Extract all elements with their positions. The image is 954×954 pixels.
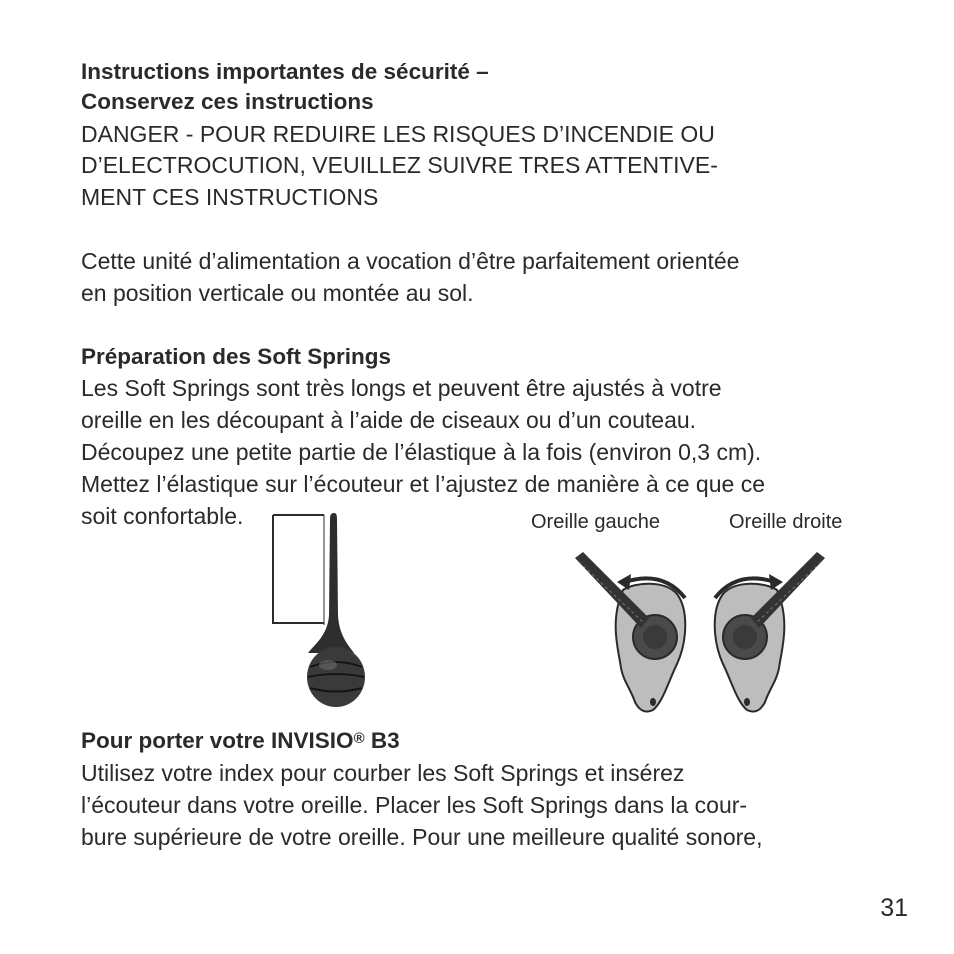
soft-springs-title: Préparation des Soft Springs [81, 344, 392, 369]
wearing-line-2: l’écouteur dans votre oreille. Placer les Soft Springs dans la cour- [81, 792, 748, 818]
soft-springs-line-4: Mettez l’élastique sur l’écouteur et l’ajustez de manière à ce que ce [81, 471, 765, 497]
wearing-line-3: bure supérieure de votre oreille. Pour une meilleure qualité sonore, [81, 824, 763, 850]
danger-line-2: D’ELECTROCUTION, VEUILLEZ SUIVRE TRES ATTENTIVE- [81, 152, 718, 178]
wearing-line-1: Utilisez votre index pour courber les Soft Springs et insérez [81, 760, 685, 786]
soft-springs-line-3: Découpez une petite partie de l’élastique à la fois (environ 0,3 cm). [81, 439, 762, 465]
soft-spring-earpiece-illustration [268, 505, 378, 710]
left-ear-earpiece-illustration [565, 552, 700, 714]
soft-springs-line-2: oreille en les découpant à l’aide de ciseaux ou d’un couteau. [81, 407, 697, 433]
right-ear-label: Oreille droite [729, 511, 843, 533]
left-ear-label: Oreille gauche [531, 511, 660, 533]
soft-springs-line-1: Les Soft Springs sont très longs et peuvent être ajustés à votre [81, 375, 722, 401]
danger-line-1: DANGER - POUR REDUIRE LES RISQUES D’INCENDIE OU [81, 121, 715, 147]
page-number: 31 [880, 894, 908, 922]
orientation-line-2: en position verticale ou montée au sol. [81, 280, 474, 306]
safety-subtitle: Conservez ces instructions [81, 89, 374, 114]
orientation-line-1: Cette unité d’alimentation a vocation d’être parfaitement orientée [81, 248, 740, 274]
soft-springs-line-5: soit confortable. [81, 503, 244, 529]
wearing-title: Pour porter votre INVISIO® B3 [81, 728, 400, 753]
registered-mark: ® [353, 730, 365, 747]
safety-title: Instructions importantes de sécurité – [81, 59, 489, 84]
danger-line-3: MENT CES INSTRUCTIONS [81, 184, 379, 210]
right-ear-earpiece-illustration [700, 552, 835, 714]
